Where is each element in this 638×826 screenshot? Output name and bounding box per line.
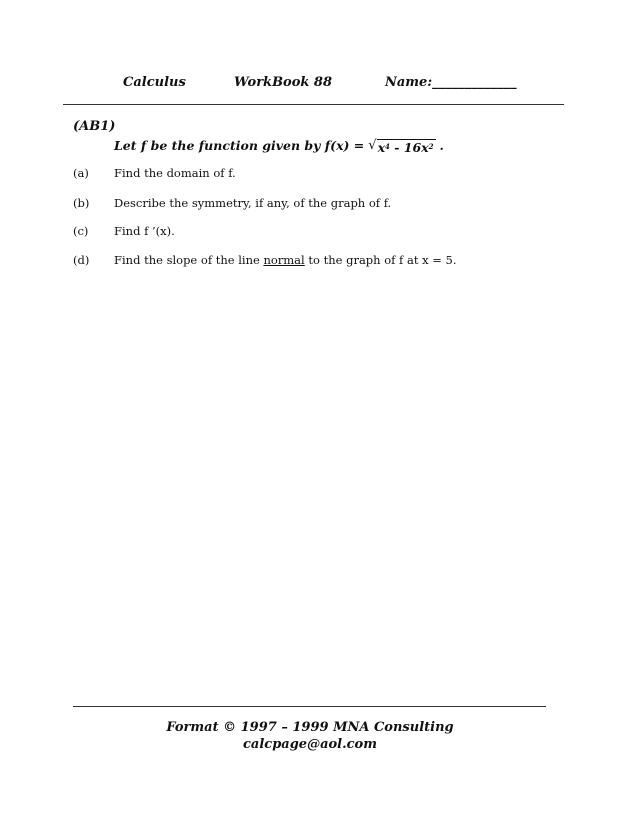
problem-id: (AB1)	[73, 119, 116, 134]
exponent-4: 4	[385, 142, 390, 151]
part-text: Find the domain of f.	[114, 166, 236, 180]
exponent-2: 2	[428, 142, 434, 151]
part-text: Find f ’(x).	[114, 224, 175, 238]
part-label: (d)	[73, 253, 90, 267]
part-label: (b)	[73, 196, 90, 210]
radical-sign: √	[368, 138, 377, 153]
copyright-line: Format © 1997 – 1999 MNA Consulting	[166, 720, 454, 735]
footer-divider	[73, 706, 546, 707]
contact-email: calcpage@aol.com	[243, 737, 377, 752]
problem-statement	[114, 138, 444, 155]
part-text: Describe the symmetry, if any, of the graph of f.	[114, 196, 392, 210]
radicand-middle: - 16x	[389, 140, 429, 155]
part-label: (a)	[73, 166, 89, 180]
workbook-title: WorkBook 88	[234, 75, 333, 90]
part-text-after: to the graph of f at x = 5.	[304, 253, 457, 267]
statement-period: .	[439, 138, 444, 153]
part-text-before: Find the slope of the line	[114, 253, 264, 267]
underlined-term: normal	[263, 253, 305, 267]
square-root	[368, 138, 435, 155]
header-divider	[63, 104, 564, 105]
radicand	[377, 139, 436, 155]
name-field-label: Name:_____________	[385, 75, 517, 90]
statement-prefix: Let f be the function given by f(x) =	[114, 138, 365, 153]
part-text	[114, 253, 457, 267]
course-title: Calculus	[123, 75, 186, 90]
radicand-var: x	[377, 140, 386, 155]
part-label: (c)	[73, 224, 89, 238]
